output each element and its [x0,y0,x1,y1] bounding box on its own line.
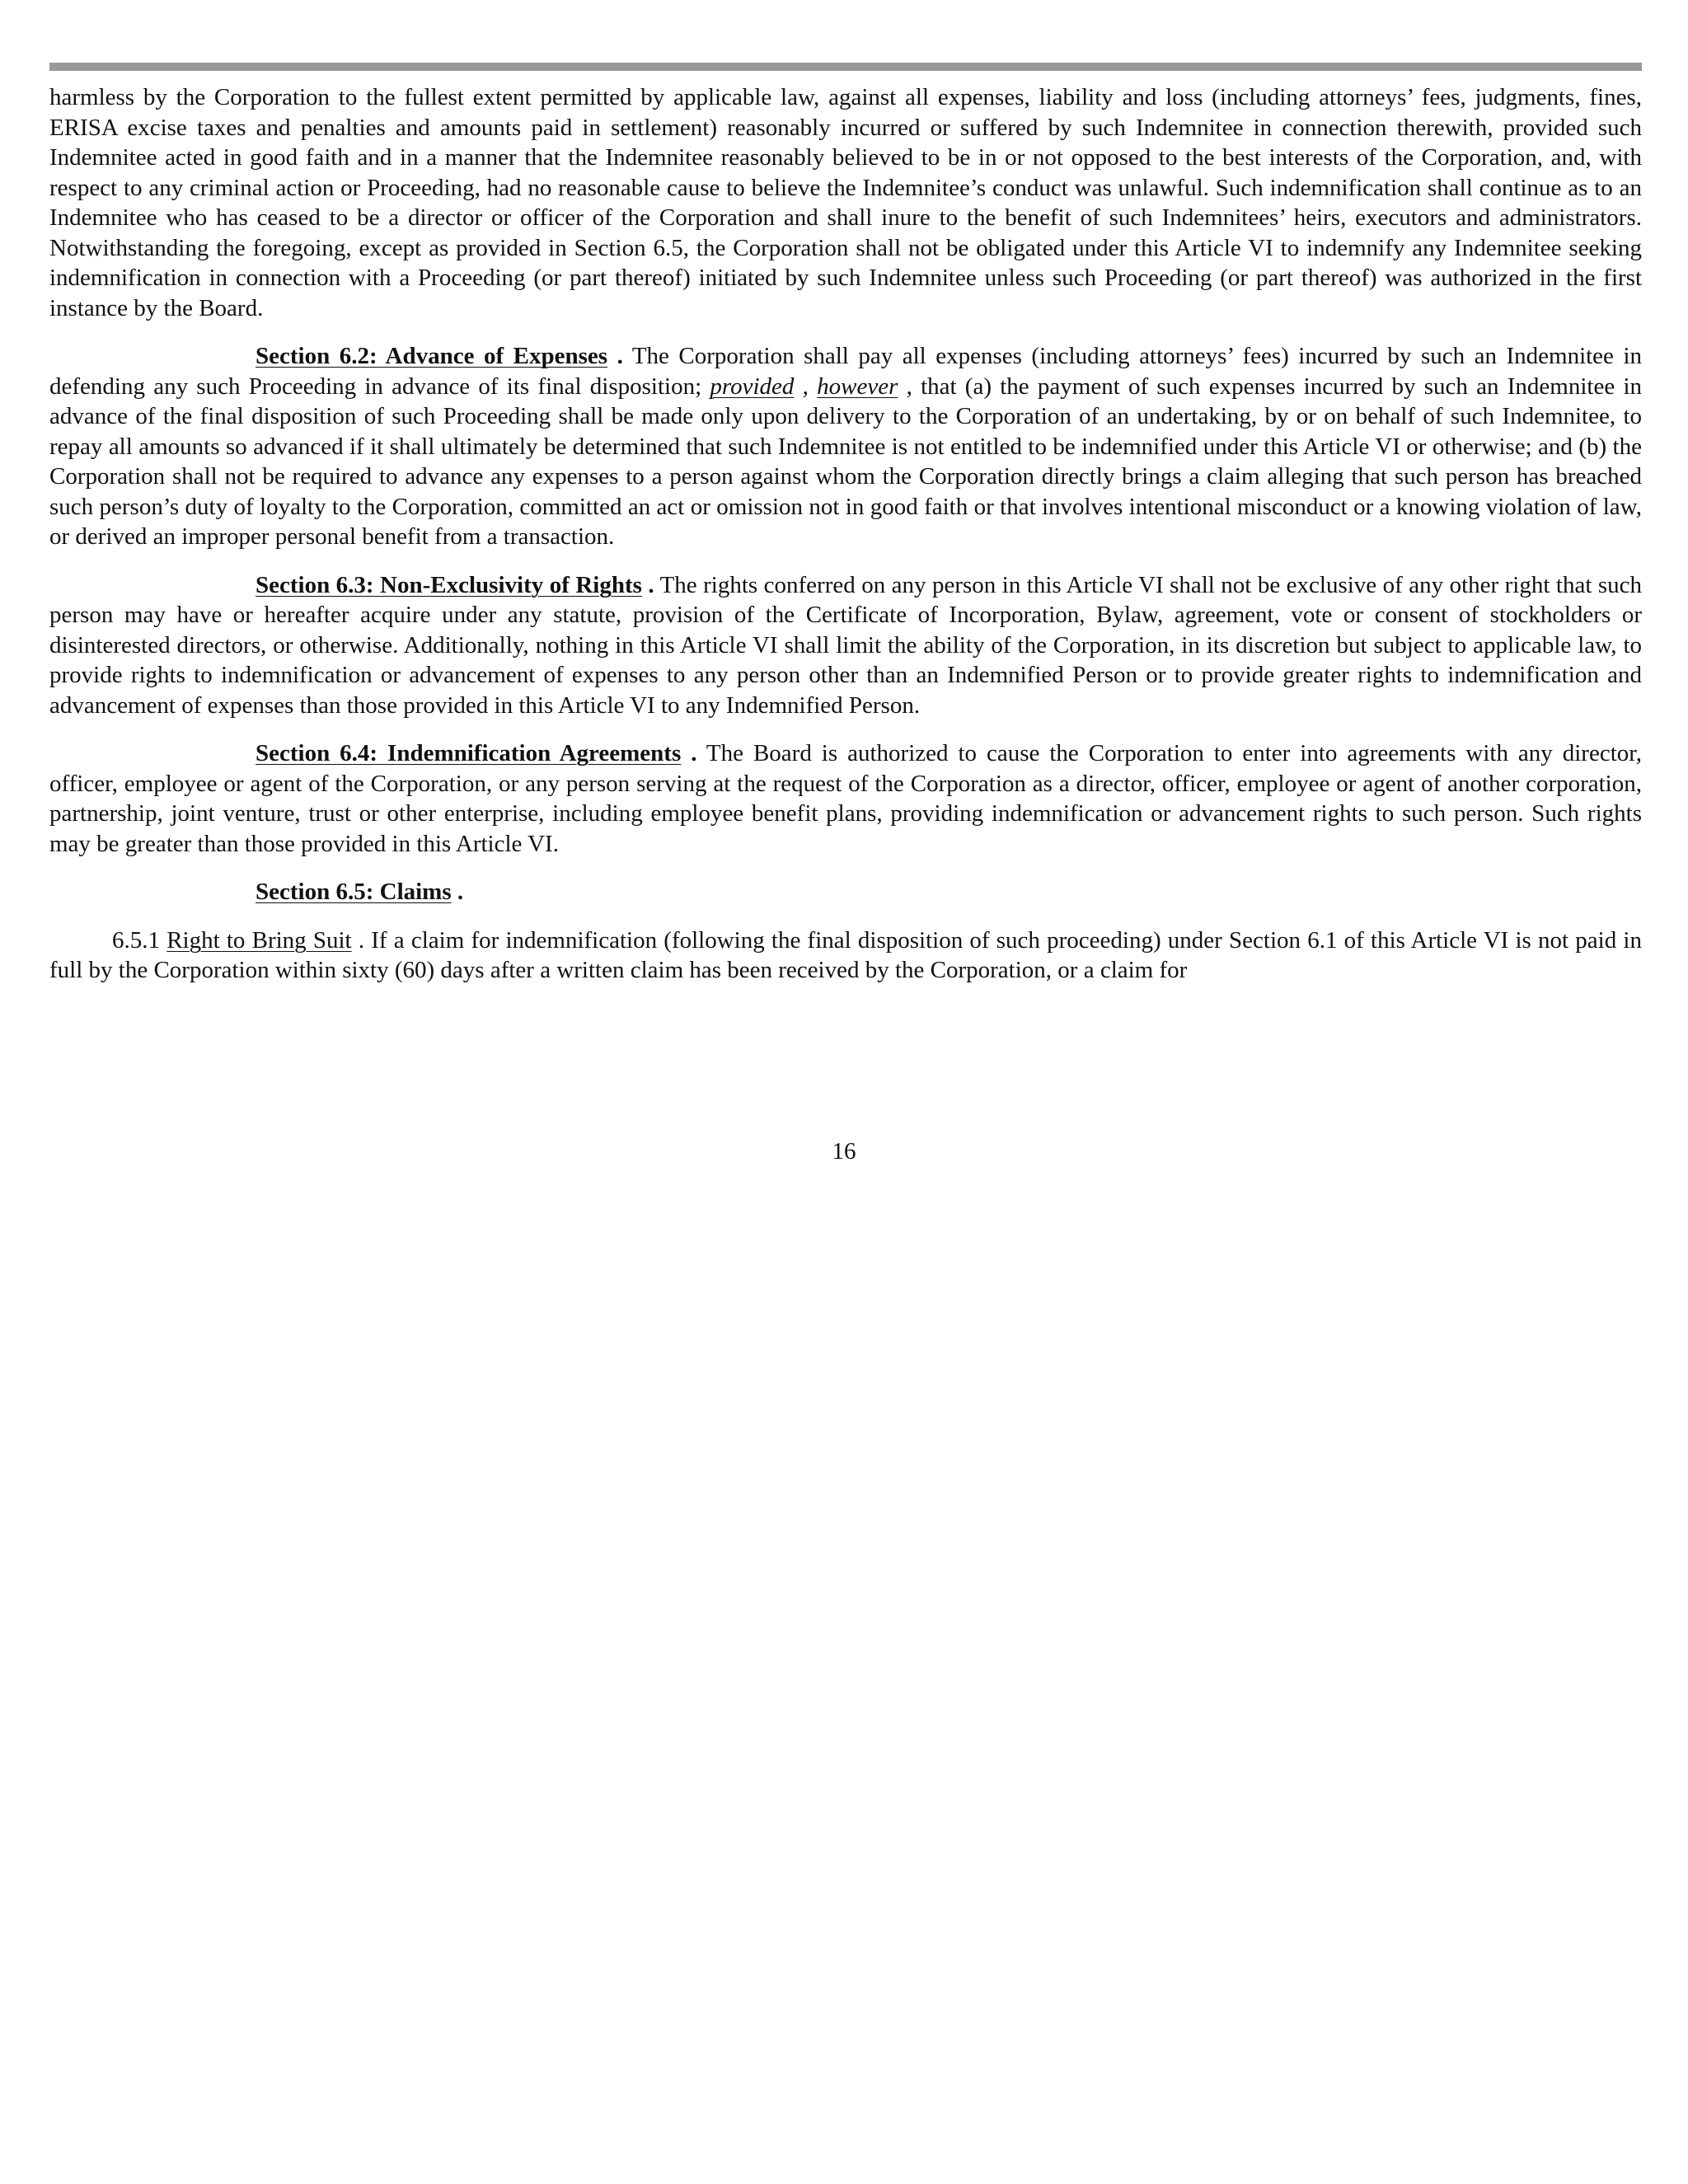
section-6-2-text-b: , that (a) the payment of such expenses incurred by such an Indemnitee in advance of the final disposition of such Proceeding shall be made only upon delivery to the Corporation of an undertaking, by or on behalf of such Indemnitee, to repay all amounts so advanced if it shall ultimately be determined that such Indemnitee is not entitled to be indemnified under this Article VI or otherwise; and (b) the Corporation shall not be required to advance any expenses to a person against whom the Corporation directly brings a claim alleging that such person has breached such person’s duty of loyalty to the Corporation, committed an act or omission not in good faith or that involves intentional misconduct or a knowing violation of law, or derived an improper personal benefit from a transaction. [49,373,1643,550]
section-6-2-text-a: The Corporation shall pay all expenses (including attorneys’ fees) incurred by such an Indemnitee in defending any such Proceeding in advance of its final disposition; [49,343,1642,400]
section-6-5 [49,877,1642,907]
section-6-4-heading-punct: . [681,740,697,766]
subsection-6-5-1 [49,926,1642,986]
however-term: however [817,373,898,400]
section-6-4 [49,738,1642,859]
paragraph-continuation: harmless by the Corporation to the fullest extent permitted by applicable law, against all expenses, liability and loss (including attorneys’ fees, judgments, fines, ERISA excise taxes and penalties and amounts paid in settlement) reasonably incurred or suffered by such Indemnitee in connection therewith, provided such Indemnitee acted in good faith and in a manner that the Indemnitee reasonably believed to be in or not opposed to the best interests of the Corporation, and, with respect to any criminal action or Proceeding, had no reasonable cause to believe the Indemnitee’s conduct was unlawful. Such indemnification shall continue as to an Indemnitee who has ceased to be a director or officer of the Corporation and shall inure to the benefit of such Indemnitees’ heirs, executors and administrators. Notwithstanding the foregoing, except as provided in Section 6.5, the Corporation shall not be obligated under this Article VI to indemnify any Indemnitee seeking indemnification in connection with a Proceeding (or part thereof) initiated by such Indemnitee unless such Proceeding (or part thereof) was authorized in the first instance by the Board. [49,84,1642,321]
document-body [49,82,1642,1004]
section-6-3-heading-punct: . [641,571,654,598]
section-6-2-heading: Section 6.2: Advance of Expenses [256,343,608,369]
section-6-2 [49,341,1642,552]
section-6-2-heading-punct: . [607,343,623,369]
section-6-4-text: The Board is authorized to cause the Corporation to enter into agreements with any director, officer, employee or agent of the Corporation, or any person serving at the request of the Corporation as a director, officer, employee or agent of another corporation, partnership, joint venture, trust or other enterprise, including employee benefit plans, providing indemnification or advancement rights to such person. Such rights may be greater than those provided in this Article VI. [49,740,1643,857]
subsection-6-5-1-title: Right to Bring Suit [166,926,352,954]
section-6-5-heading-punct: . [451,879,464,905]
section-6-3-text: The rights conferred on any person in this Article VI shall not be exclusive of any other right that such person may have or hereafter acquire under any statute, provision of the Certificate of Incorporation, Bylaw, agreement, vote or consent of stockholders or disinterested directors, or otherwise. Additionally, nothing in this Article VI shall limit the ability of the Corporation, in its discretion but subject to applicable law, to provide rights to indemnification or advancement of expenses to any person other than an Indemnified Person or to provide greater rights to indemnification and advancement of expenses than those provided in this Article VI to any Indemnified Person. [49,571,1642,719]
provided-comma: , [794,373,818,400]
provided-term: provided [710,373,795,400]
section-6-3 [49,570,1642,721]
section-6-5-heading: Section 6.5: Claims [256,879,452,905]
subsection-6-5-1-text: . If a claim for indemnification (following the final disposition of such proceeding) under Section 6.1 of this Article VI is not paid in full by the Corporation within sixty (60) days after a written claim has been received by the Corporation, or a claim for [49,926,1642,983]
subsection-6-5-1-number: 6.5.1 [112,926,167,954]
header-rule [49,63,1642,71]
page-number: 16 [832,1138,856,1165]
section-6-3-heading: Section 6.3: Non-Exclusivity of Rights [256,571,642,598]
section-6-4-heading: Section 6.4: Indemnification Agreements [256,740,682,766]
